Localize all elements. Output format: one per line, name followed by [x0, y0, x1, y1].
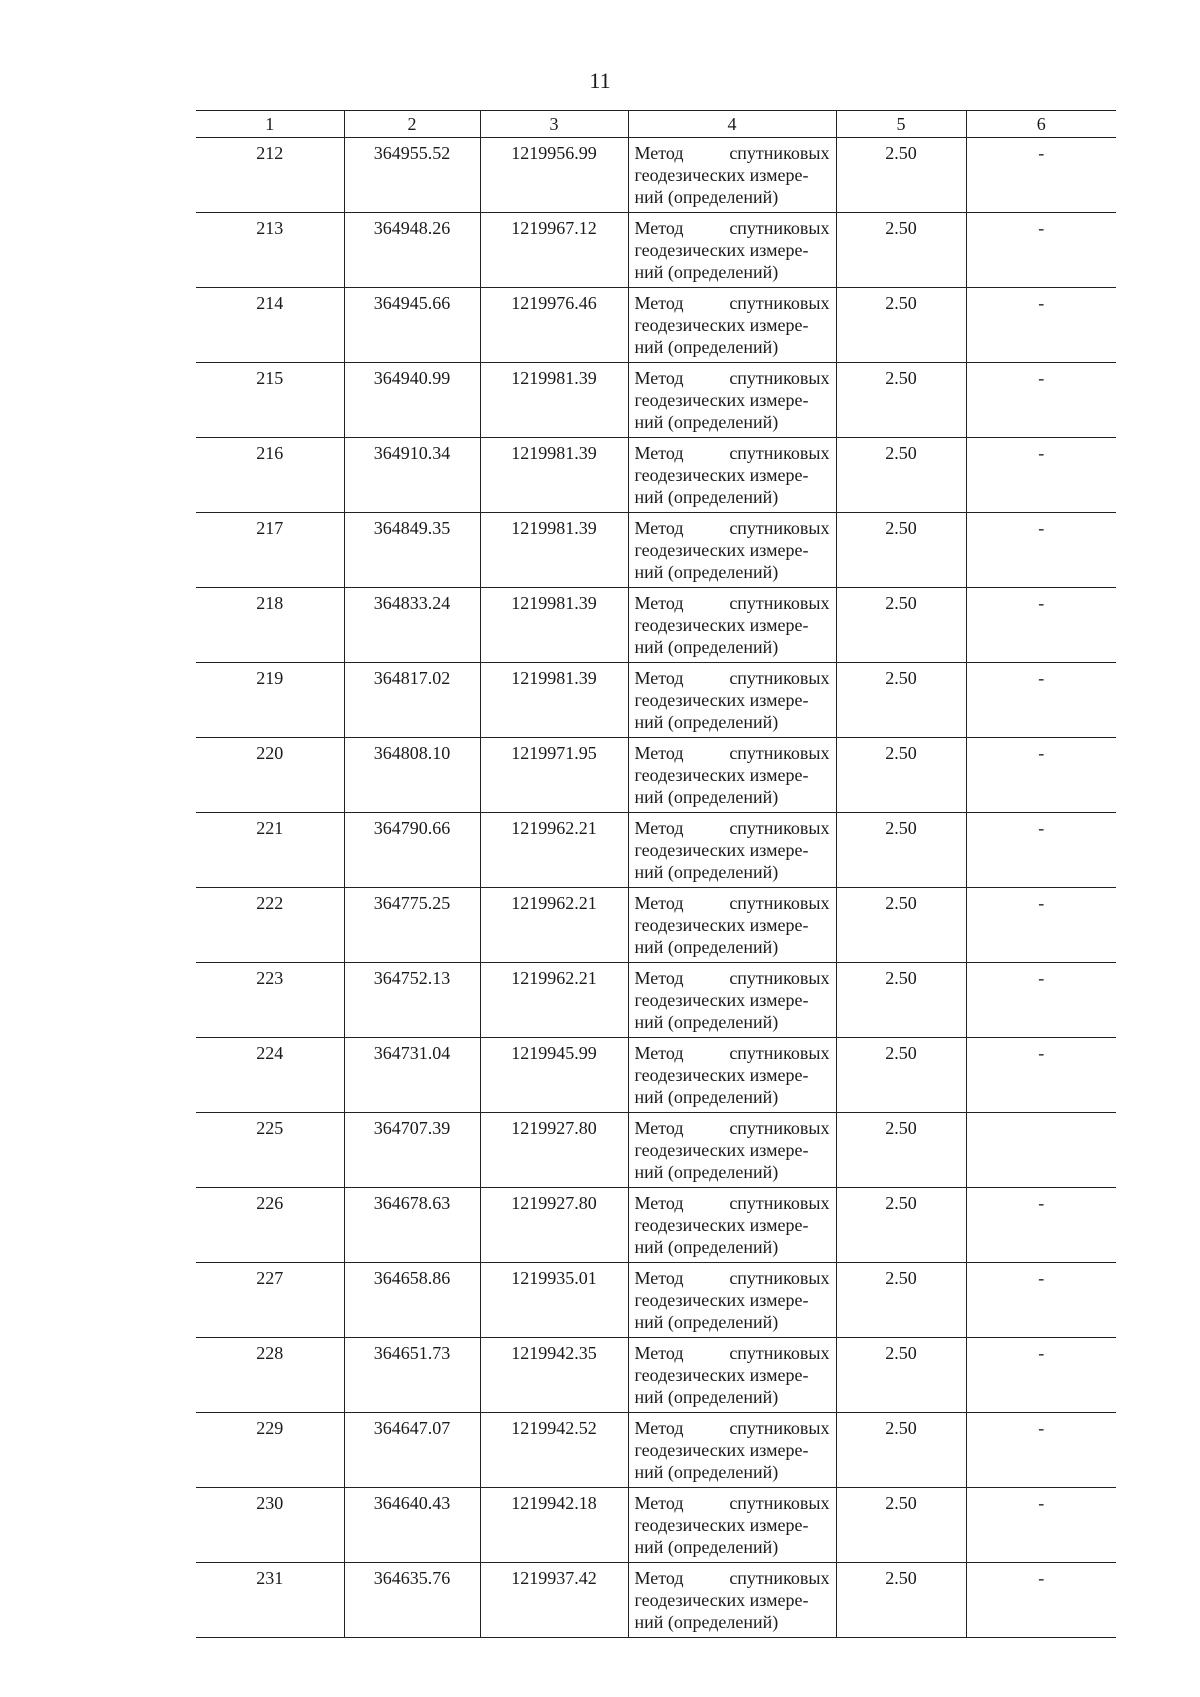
- y-coordinate-cell: 1219945.99: [480, 1038, 628, 1113]
- y-coordinate-cell: 1219937.42: [480, 1563, 628, 1638]
- point-number-cell: 223: [196, 963, 344, 1038]
- point-number-cell: 227: [196, 1263, 344, 1338]
- x-coordinate-cell: 364849.35: [344, 513, 480, 588]
- note-cell: -: [966, 1188, 1116, 1263]
- method-word-1: Метод: [634, 668, 684, 688]
- method-word-1: Метод: [634, 218, 684, 238]
- method-cell: [628, 1563, 836, 1638]
- table-row: [196, 813, 1116, 888]
- table-row: [196, 438, 1116, 513]
- method-line-1: [635, 667, 830, 689]
- method-word-1: Метод: [634, 1493, 684, 1513]
- method-word-2: спутниковых: [729, 893, 830, 913]
- method-line-2: геодезических измере-: [634, 840, 809, 860]
- table-row: [196, 363, 1116, 438]
- y-coordinate-cell: 1219962.21: [480, 963, 628, 1038]
- table-row: [196, 1038, 1116, 1113]
- method-line-1: [635, 967, 830, 989]
- point-number-cell: 225: [196, 1113, 344, 1188]
- point-number-cell: 226: [196, 1188, 344, 1263]
- method-word-1: Метод: [634, 1193, 684, 1213]
- method-line-2: геодезических измере-: [634, 1440, 809, 1460]
- table-row: [196, 738, 1116, 813]
- method-word-1: Метод: [634, 743, 684, 763]
- accuracy-cell: 2.50: [836, 888, 966, 963]
- method-line-3: ний (определений): [634, 562, 779, 582]
- header-col-5: 5: [836, 111, 966, 138]
- method-word-2: спутниковых: [729, 1568, 830, 1588]
- method-word-1: Метод: [634, 1043, 684, 1063]
- x-coordinate-cell: 364945.66: [344, 288, 480, 363]
- table-row: [196, 213, 1116, 288]
- accuracy-cell: 2.50: [836, 438, 966, 513]
- accuracy-cell: 2.50: [836, 213, 966, 288]
- point-number-cell: 215: [196, 363, 344, 438]
- method-line-2: геодезических измере-: [634, 690, 809, 710]
- method-cell: [628, 1413, 836, 1488]
- method-line-1: [635, 1492, 830, 1514]
- table-row: [196, 138, 1116, 213]
- note-cell: -: [966, 1263, 1116, 1338]
- method-line-1: [635, 1567, 830, 1589]
- point-number-cell: 224: [196, 1038, 344, 1113]
- method-cell: [628, 513, 836, 588]
- x-coordinate-cell: 364635.76: [344, 1563, 480, 1638]
- point-number-cell: 220: [196, 738, 344, 813]
- method-line-2: геодезических измере-: [634, 915, 809, 935]
- method-cell: [628, 888, 836, 963]
- x-coordinate-cell: 364640.43: [344, 1488, 480, 1563]
- x-coordinate-cell: 364775.25: [344, 888, 480, 963]
- accuracy-cell: 2.50: [836, 1563, 966, 1638]
- table-row: [196, 663, 1116, 738]
- table-row: [196, 1488, 1116, 1563]
- table-row: [196, 1188, 1116, 1263]
- note-cell: -: [966, 513, 1116, 588]
- x-coordinate-cell: 364808.10: [344, 738, 480, 813]
- method-line-1: [635, 1267, 830, 1289]
- method-word-2: спутниковых: [729, 143, 830, 163]
- table-row: [196, 963, 1116, 1038]
- accuracy-cell: 2.50: [836, 1338, 966, 1413]
- x-coordinate-cell: 364731.04: [344, 1038, 480, 1113]
- method-line-1: [635, 142, 830, 164]
- method-word-1: Метод: [634, 443, 684, 463]
- method-word-2: спутниковых: [729, 818, 830, 838]
- accuracy-cell: 2.50: [836, 1113, 966, 1188]
- x-coordinate-cell: 364948.26: [344, 213, 480, 288]
- note-cell: [966, 1113, 1116, 1188]
- method-cell: [628, 1338, 836, 1413]
- y-coordinate-cell: 1219981.39: [480, 513, 628, 588]
- method-word-1: Метод: [634, 593, 684, 613]
- x-coordinate-cell: 364752.13: [344, 963, 480, 1038]
- method-word-2: спутниковых: [729, 1418, 830, 1438]
- accuracy-cell: 2.50: [836, 738, 966, 813]
- method-line-2: геодезических измере-: [634, 315, 809, 335]
- accuracy-cell: 2.50: [836, 1263, 966, 1338]
- method-line-3: ний (определений): [634, 487, 779, 507]
- method-cell: [628, 288, 836, 363]
- method-line-3: ний (определений): [634, 862, 779, 882]
- coordinates-table-container: [196, 110, 1116, 1638]
- method-line-3: ний (определений): [634, 1387, 779, 1407]
- method-word-2: спутниковых: [729, 218, 830, 238]
- method-line-3: ний (определений): [634, 1612, 779, 1632]
- method-line-1: [635, 592, 830, 614]
- accuracy-cell: 2.50: [836, 138, 966, 213]
- method-word-2: спутниковых: [729, 743, 830, 763]
- note-cell: -: [966, 1563, 1116, 1638]
- method-line-2: геодезических измере-: [634, 465, 809, 485]
- method-line-1: [635, 517, 830, 539]
- method-cell: [628, 1188, 836, 1263]
- note-cell: -: [966, 288, 1116, 363]
- method-line-1: [635, 292, 830, 314]
- method-line-1: [635, 1192, 830, 1214]
- accuracy-cell: 2.50: [836, 813, 966, 888]
- method-word-2: спутниковых: [729, 1268, 830, 1288]
- method-word-2: спутниковых: [729, 593, 830, 613]
- y-coordinate-cell: 1219976.46: [480, 288, 628, 363]
- table-row: [196, 288, 1116, 363]
- y-coordinate-cell: 1219962.21: [480, 813, 628, 888]
- method-line-3: ний (определений): [634, 1012, 779, 1032]
- point-number-cell: 218: [196, 588, 344, 663]
- method-line-2: геодезических измере-: [634, 240, 809, 260]
- method-line-2: геодезических измере-: [634, 1590, 809, 1610]
- method-line-3: ний (определений): [634, 787, 779, 807]
- point-number-cell: 216: [196, 438, 344, 513]
- note-cell: -: [966, 738, 1116, 813]
- method-word-2: спутниковых: [729, 1043, 830, 1063]
- method-line-1: [635, 742, 830, 764]
- note-cell: -: [966, 1038, 1116, 1113]
- method-cell: [628, 738, 836, 813]
- method-cell: [628, 813, 836, 888]
- point-number-cell: 212: [196, 138, 344, 213]
- accuracy-cell: 2.50: [836, 963, 966, 1038]
- table-row: [196, 1338, 1116, 1413]
- note-cell: -: [966, 1488, 1116, 1563]
- method-cell: [628, 213, 836, 288]
- method-line-3: ний (определений): [634, 1312, 779, 1332]
- method-line-3: ний (определений): [634, 937, 779, 957]
- method-line-2: геодезических измере-: [634, 765, 809, 785]
- method-word-2: спутниковых: [729, 518, 830, 538]
- point-number-cell: 217: [196, 513, 344, 588]
- method-line-1: [635, 1117, 830, 1139]
- accuracy-cell: 2.50: [836, 1188, 966, 1263]
- method-line-2: геодезических измере-: [634, 1215, 809, 1235]
- header-col-2: 2: [344, 111, 480, 138]
- method-cell: [628, 138, 836, 213]
- y-coordinate-cell: 1219927.80: [480, 1188, 628, 1263]
- note-cell: -: [966, 438, 1116, 513]
- method-line-2: геодезических измере-: [634, 990, 809, 1010]
- method-line-2: геодезических измере-: [634, 1140, 809, 1160]
- x-coordinate-cell: 364940.99: [344, 363, 480, 438]
- method-word-1: Метод: [634, 518, 684, 538]
- table-row: [196, 1113, 1116, 1188]
- method-word-1: Метод: [634, 818, 684, 838]
- x-coordinate-cell: 364647.07: [344, 1413, 480, 1488]
- method-cell: [628, 663, 836, 738]
- point-number-cell: 221: [196, 813, 344, 888]
- x-coordinate-cell: 364955.52: [344, 138, 480, 213]
- method-line-1: [635, 217, 830, 239]
- method-word-1: Метод: [634, 968, 684, 988]
- table-body: [196, 138, 1116, 1638]
- method-word-1: Метод: [634, 893, 684, 913]
- x-coordinate-cell: 364707.39: [344, 1113, 480, 1188]
- point-number-cell: 222: [196, 888, 344, 963]
- y-coordinate-cell: 1219956.99: [480, 138, 628, 213]
- table-row: [196, 1413, 1116, 1488]
- x-coordinate-cell: 364678.63: [344, 1188, 480, 1263]
- y-coordinate-cell: 1219942.18: [480, 1488, 628, 1563]
- point-number-cell: 231: [196, 1563, 344, 1638]
- method-line-2: геодезических измере-: [634, 615, 809, 635]
- y-coordinate-cell: 1219971.95: [480, 738, 628, 813]
- y-coordinate-cell: 1219981.39: [480, 588, 628, 663]
- method-line-3: ний (определений): [634, 1462, 779, 1482]
- accuracy-cell: 2.50: [836, 1413, 966, 1488]
- point-number-cell: 213: [196, 213, 344, 288]
- note-cell: -: [966, 888, 1116, 963]
- method-word-1: Метод: [634, 368, 684, 388]
- method-cell: [628, 1113, 836, 1188]
- method-cell: [628, 438, 836, 513]
- method-word-2: спутниковых: [729, 443, 830, 463]
- method-word-2: спутниковых: [729, 668, 830, 688]
- accuracy-cell: 2.50: [836, 663, 966, 738]
- method-word-1: Метод: [634, 1268, 684, 1288]
- accuracy-cell: 2.50: [836, 513, 966, 588]
- point-number-cell: 219: [196, 663, 344, 738]
- note-cell: -: [966, 663, 1116, 738]
- table-row: [196, 1563, 1116, 1638]
- y-coordinate-cell: 1219962.21: [480, 888, 628, 963]
- note-cell: -: [966, 138, 1116, 213]
- method-cell: [628, 1488, 836, 1563]
- method-line-2: геодезических измере-: [634, 1365, 809, 1385]
- method-line-1: [635, 1042, 830, 1064]
- method-line-1: [635, 442, 830, 464]
- table-row: [196, 888, 1116, 963]
- method-word-2: спутниковых: [729, 368, 830, 388]
- y-coordinate-cell: 1219942.35: [480, 1338, 628, 1413]
- note-cell: -: [966, 963, 1116, 1038]
- method-line-2: геодезических измере-: [634, 390, 809, 410]
- method-line-1: [635, 367, 830, 389]
- y-coordinate-cell: 1219981.39: [480, 363, 628, 438]
- method-line-1: [635, 1342, 830, 1364]
- coordinates-table: [196, 110, 1116, 1638]
- point-number-cell: 230: [196, 1488, 344, 1563]
- page-number: 11: [589, 68, 611, 93]
- y-coordinate-cell: 1219967.12: [480, 213, 628, 288]
- method-word-1: Метод: [634, 293, 684, 313]
- method-word-1: Метод: [634, 143, 684, 163]
- x-coordinate-cell: 364910.34: [344, 438, 480, 513]
- accuracy-cell: 2.50: [836, 1038, 966, 1113]
- method-word-2: спутниковых: [729, 968, 830, 988]
- method-line-3: ний (определений): [634, 712, 779, 732]
- note-cell: -: [966, 1338, 1116, 1413]
- y-coordinate-cell: 1219981.39: [480, 663, 628, 738]
- note-cell: -: [966, 1413, 1116, 1488]
- y-coordinate-cell: 1219942.52: [480, 1413, 628, 1488]
- y-coordinate-cell: 1219981.39: [480, 438, 628, 513]
- method-line-2: геодезических измере-: [634, 165, 809, 185]
- header-col-1: 1: [196, 111, 344, 138]
- accuracy-cell: 2.50: [836, 1488, 966, 1563]
- method-cell: [628, 963, 836, 1038]
- accuracy-cell: 2.50: [836, 363, 966, 438]
- method-line-1: [635, 817, 830, 839]
- method-cell: [628, 588, 836, 663]
- method-line-3: ний (определений): [634, 1162, 779, 1182]
- method-word-1: Метод: [634, 1568, 684, 1588]
- method-word-2: спутниковых: [729, 293, 830, 313]
- point-number-cell: 229: [196, 1413, 344, 1488]
- method-line-1: [635, 1417, 830, 1439]
- x-coordinate-cell: 364651.73: [344, 1338, 480, 1413]
- table-header: [196, 111, 1116, 138]
- method-line-3: ний (определений): [634, 337, 779, 357]
- method-word-1: Метод: [634, 1343, 684, 1363]
- table-row: [196, 513, 1116, 588]
- method-cell: [628, 363, 836, 438]
- header-col-4: 4: [628, 111, 836, 138]
- method-line-3: ний (определений): [634, 187, 779, 207]
- x-coordinate-cell: 364833.24: [344, 588, 480, 663]
- method-word-2: спутниковых: [729, 1343, 830, 1363]
- table-row: [196, 588, 1116, 663]
- note-cell: -: [966, 588, 1116, 663]
- method-line-2: геодезических измере-: [634, 540, 809, 560]
- method-word-2: спутниковых: [729, 1118, 830, 1138]
- accuracy-cell: 2.50: [836, 288, 966, 363]
- method-line-3: ний (определений): [634, 412, 779, 432]
- method-line-3: ний (определений): [634, 262, 779, 282]
- method-word-2: спутниковых: [729, 1193, 830, 1213]
- accuracy-cell: 2.50: [836, 588, 966, 663]
- x-coordinate-cell: 364790.66: [344, 813, 480, 888]
- method-word-1: Метод: [634, 1118, 684, 1138]
- method-line-3: ний (определений): [634, 637, 779, 657]
- x-coordinate-cell: 364817.02: [344, 663, 480, 738]
- method-line-2: геодезических измере-: [634, 1515, 809, 1535]
- method-line-3: ний (определений): [634, 1537, 779, 1557]
- method-line-2: геодезических измере-: [634, 1065, 809, 1085]
- note-cell: -: [966, 363, 1116, 438]
- point-number-cell: 214: [196, 288, 344, 363]
- method-line-3: ний (определений): [634, 1237, 779, 1257]
- x-coordinate-cell: 364658.86: [344, 1263, 480, 1338]
- table-row: [196, 1263, 1116, 1338]
- y-coordinate-cell: 1219927.80: [480, 1113, 628, 1188]
- method-cell: [628, 1263, 836, 1338]
- method-line-1: [635, 892, 830, 914]
- header-col-3: 3: [480, 111, 628, 138]
- note-cell: -: [966, 813, 1116, 888]
- point-number-cell: 228: [196, 1338, 344, 1413]
- method-word-2: спутниковых: [729, 1493, 830, 1513]
- method-word-1: Метод: [634, 1418, 684, 1438]
- header-col-6: 6: [966, 111, 1116, 138]
- y-coordinate-cell: 1219935.01: [480, 1263, 628, 1338]
- method-line-3: ний (определений): [634, 1087, 779, 1107]
- method-cell: [628, 1038, 836, 1113]
- note-cell: -: [966, 213, 1116, 288]
- method-line-2: геодезических измере-: [634, 1290, 809, 1310]
- header-row: [196, 111, 1116, 138]
